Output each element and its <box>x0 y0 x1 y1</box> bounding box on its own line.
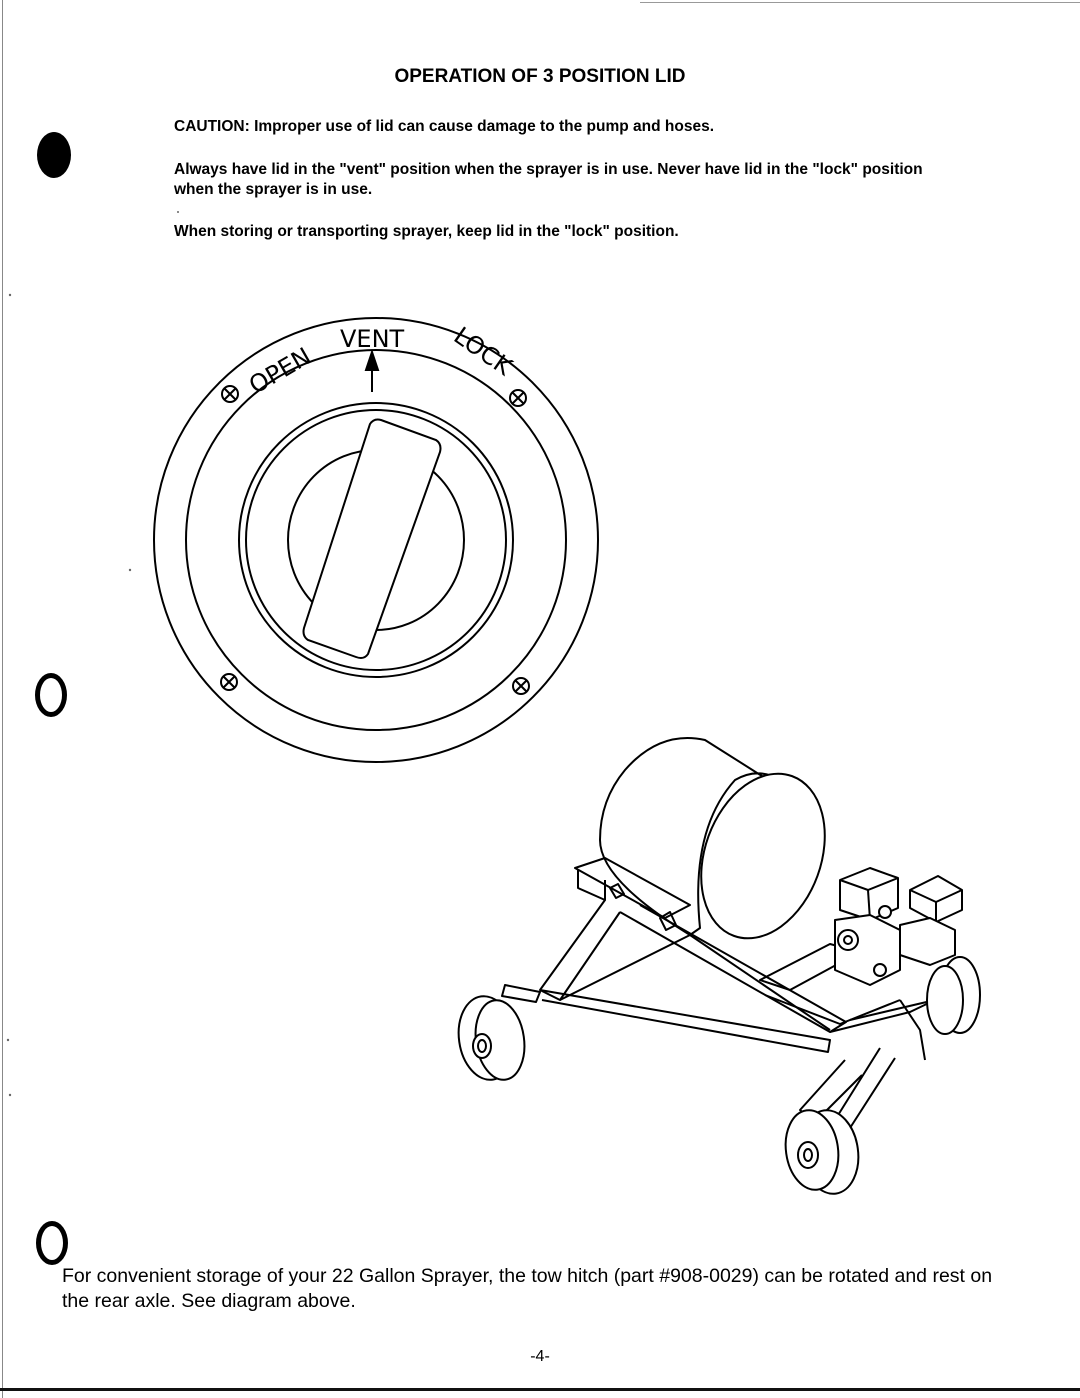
lid-labels <box>244 321 518 399</box>
label-lock: LOCK <box>448 321 518 382</box>
sprayer-wheel-front-left <box>453 993 529 1084</box>
screw-icon <box>513 678 529 694</box>
caution-text: CAUTION: Improper use of lid can cause damage to the pump and hoses. <box>174 118 715 135</box>
storage-note-text: For convenient storage of your 22 Gallon Sprayer, the tow hitch (part #908-0029) can be rotated and rest on the rear axle. See diagram above. <box>62 1265 993 1312</box>
sprayer-wheel-rear-left <box>781 1107 864 1198</box>
screw-icon <box>222 386 238 402</box>
lid-diagram <box>154 318 598 762</box>
scan-specks <box>7 211 179 1096</box>
vent-pointer-head <box>366 352 378 370</box>
label-vent: VENT <box>340 325 405 353</box>
page-title: OPERATION OF 3 POSITION LID <box>394 66 686 87</box>
sprayer-diagram <box>453 738 980 1197</box>
screw-icon <box>510 390 526 406</box>
screw-icon <box>221 674 237 690</box>
tow-hitch <box>502 985 540 1002</box>
lid-handle <box>304 420 441 659</box>
label-open: OPEN <box>244 342 316 400</box>
sprayer-tank <box>600 738 847 956</box>
sprayer-wheel-rear-right <box>927 957 980 1034</box>
storage-instruction-text: When storing or transporting sprayer, keep lid in the "lock" position. <box>174 223 679 240</box>
vent-instruction-text: Always have lid in the "vent" position when the sprayer is in use. Never have lid in the "lock" position when the sprayer is in use. <box>174 161 923 198</box>
page-number: -4- <box>530 1348 550 1365</box>
